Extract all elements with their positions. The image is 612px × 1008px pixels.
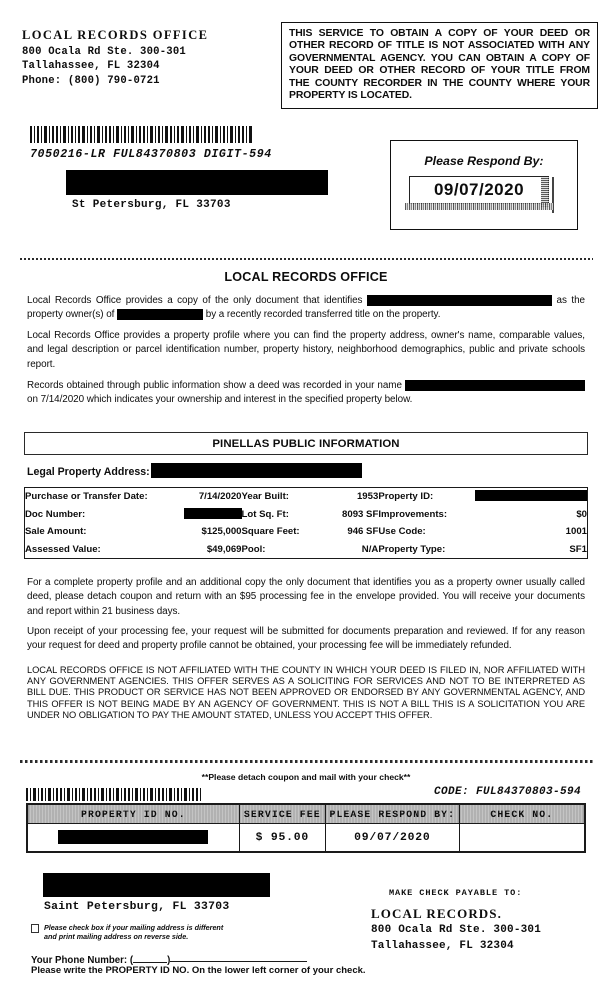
respond-by-date: 09/07/2020 xyxy=(433,180,525,199)
sender-street: 800 Ocala Rd Ste. 300-301 xyxy=(22,45,186,58)
phone-number-line[interactable] xyxy=(31,952,307,966)
legal-property-address-row xyxy=(27,463,362,478)
mailing-address-checkbox-row[interactable] xyxy=(31,923,281,941)
use-code-value: 1001 xyxy=(565,526,587,538)
pinellas-section-header-box xyxy=(24,432,588,455)
assessed-value-label: Assessed Value: xyxy=(25,543,101,555)
property-id-value xyxy=(475,488,587,506)
phone-number-label: Your Phone Number: ( xyxy=(31,955,134,966)
payment-coupon-table xyxy=(26,803,586,853)
coupon-service-fee-cell: $ 95.00 xyxy=(239,824,325,852)
use-code-label: Use Code: xyxy=(378,526,426,538)
letter-paragraph-4: For a complete property profile and an additional copy the only document that identifies you as a property owner usually called deed, please detach coupon and return with an $95 processing fee in the envelope provided. You will receive your documents and report within 21 business days. xyxy=(27,577,585,617)
lot-sqft-value: 8093 SF xyxy=(342,508,379,520)
letter-paragraph-5: Upon receipt of your processing fee, your request will be submitted for documents preparation and reviewed. If for any reason your request for deed and property profile cannot be obtained, your processing fee will be immediately refunded. xyxy=(27,626,585,652)
square-feet-value: 946 SF xyxy=(347,526,379,538)
para3-text-b: on 7/14/2020 which indicates your ownership and interest in the specified property below. xyxy=(27,394,413,406)
coupon-header-property-id: PROPERTY ID NO. xyxy=(28,805,240,824)
coupon-header-check-no: CHECK NO. xyxy=(459,805,584,824)
recipient-name-redaction xyxy=(66,170,328,195)
coupon-code-label: CODE: xyxy=(434,786,470,798)
deed-name-redaction xyxy=(405,380,585,391)
property-type-value: SF1 xyxy=(569,543,587,555)
pool-value: N/A xyxy=(361,543,379,555)
purchase-date-label: Purchase or Transfer Date: xyxy=(25,491,148,503)
mailing-code-line: 7050216-LR FUL84370803 DIGIT-594 xyxy=(30,148,272,161)
lot-sqft-label: Lot Sq. Ft: xyxy=(241,508,289,520)
mailing-checkbox-line-2: and print mailing address on reverse side. xyxy=(44,932,189,941)
coupon-barcode-icon xyxy=(26,788,204,801)
coupon-header-respond-by: PLEASE RESPOND BY: xyxy=(325,805,459,824)
respond-by-box xyxy=(390,140,578,230)
legal-disclaimer-text: LOCAL RECORDS OFFICE IS NOT AFFILIATED WITH THE COUNTY IN WHICH YOUR DEED IS FILED IN, NOR AFFILIATED WITH ANY GOVERNMENT AGENCIES. THIS OFFER SERVES AS A SOLICITING FOR SERVICES AND NOT TO BE INTERPRETED AS BILL DUE. THIS PRODUCT OR SERVICE HAS NOT BEEN APPROVED OR ENDORSED BY ANY GOVERNMENTAL AGENCY, AND THIS OFFER IS NOT BEING MADE BY AN AGENCY OF GOVERNMENT. THIS IS NOT A BILL THIS IS A SOLICITATION YOU ARE UNDER NO OBLIGATION TO PAY THE AMOUNT STATED, UNLESS YOU ACCEPT THIS OFFER. xyxy=(27,665,585,720)
table-row xyxy=(25,541,587,559)
purchase-date-value: 7/14/2020 xyxy=(198,491,242,503)
phone-number-field[interactable] xyxy=(170,952,307,962)
assessed-value-value: $49,069 xyxy=(206,543,242,555)
disclaimer-notice-box xyxy=(281,22,598,109)
coupon-value-row xyxy=(28,824,585,852)
pinellas-section-title: PINELLAS PUBLIC INFORMATION xyxy=(212,438,400,450)
square-feet-label: Square Feet: xyxy=(241,526,300,538)
owner-name-redaction xyxy=(367,295,552,306)
legal-property-address-label: Legal Property Address: xyxy=(27,466,150,478)
phone-area-code-field[interactable] xyxy=(133,953,167,963)
table-row xyxy=(25,506,587,524)
legal-property-address-redaction xyxy=(151,463,362,478)
para1-text-b: as the property owner(s) of xyxy=(27,295,585,321)
property-id-redaction xyxy=(475,490,587,501)
year-built-label: Year Built: xyxy=(241,491,289,503)
para1-text-c: by a recently recorded transferred title on the property. xyxy=(205,309,441,321)
para1-text-a: Local Records Office provides a copy of the only document that identifies xyxy=(27,295,363,306)
coupon-property-id-redaction xyxy=(58,830,208,844)
check-instruction-note: Please write the PROPERTY ID NO. On the lower left corner of your check. xyxy=(31,965,366,976)
top-dotted-separator xyxy=(20,258,593,260)
table-row xyxy=(25,488,587,506)
property-type-label: Property Type: xyxy=(378,543,446,555)
sale-amount-label: Sale Amount: xyxy=(25,526,87,538)
mailing-address-checkbox[interactable] xyxy=(31,924,39,933)
letter-paragraph-3 xyxy=(27,379,585,408)
coupon-check-no-cell[interactable] xyxy=(459,824,584,852)
property-address-redaction-inline xyxy=(117,309,203,320)
coupon-recipient-city: Saint Petersburg, FL 33703 xyxy=(44,901,230,913)
coupon-property-id-cell xyxy=(28,824,240,852)
para3-text-a: Records obtained through public information show a deed was recorded in your name xyxy=(27,380,402,391)
sender-city-state-zip: Tallahassee, FL 32304 xyxy=(22,60,160,72)
respond-by-scan-artifact xyxy=(405,203,553,210)
letter-paragraph-2: Local Records Office provides a property profile where you can find the property address, owner's name, comparable values, and legal description or parcel identification number, property history, neighborhood demographics, public and private schools report. xyxy=(27,330,585,370)
coupon-header-service-fee: SERVICE FEE xyxy=(239,805,325,824)
mailing-checkbox-line-1: Please check box if your mailing address is different xyxy=(44,923,224,932)
coupon-header-row xyxy=(28,805,585,824)
payable-city-state-zip: Tallahassee, FL 32304 xyxy=(371,940,514,952)
payable-address-block xyxy=(371,906,541,954)
doc-number-value xyxy=(168,506,242,524)
property-id-label: Property ID: xyxy=(378,491,434,503)
table-row xyxy=(25,523,587,541)
payable-street: 800 Ocala Rd Ste. 300-301 xyxy=(371,924,542,936)
mailing-barcode-icon xyxy=(30,126,255,143)
coupon-recipient-name-redaction xyxy=(43,873,270,897)
coupon-code-line xyxy=(434,786,581,798)
sender-address-block xyxy=(22,28,208,88)
disclaimer-notice-text: THIS SERVICE TO OBTAIN A COPY OF YOUR DEED OR OTHER RECORD OF TITLE IS NOT ASSOCIATED WITH ANY GOVERNMENTAL AGENCY. YOU CAN OBTAIN A COPY OF YOUR DEED OR OTHER RECORD OF YOUR TITLE FROM THE COUNTY RECORDER IN THE COUNTY WHERE YOUR PROPERTY IS LOCATED. xyxy=(289,28,590,102)
respond-by-value-frame xyxy=(409,176,549,204)
pool-label: Pool: xyxy=(241,543,266,555)
respond-by-label: Please Respond By: xyxy=(424,154,544,168)
payable-org-name: LOCAL RECORDS. xyxy=(371,906,502,921)
sale-amount-value: $125,000 xyxy=(201,526,242,538)
coupon-code-value: FUL84370803-594 xyxy=(476,786,582,798)
sender-org-name: LOCAL RECORDS OFFICE xyxy=(22,28,209,42)
property-information-table xyxy=(24,487,588,559)
improvements-label: Improvements: xyxy=(378,508,448,520)
make-check-payable-label: MAKE CHECK PAYABLE TO: xyxy=(389,888,523,898)
doc-number-label: Doc Number: xyxy=(25,508,86,520)
sender-phone: Phone: (800) 790-0721 xyxy=(22,74,160,87)
year-built-value: 1953 xyxy=(356,491,379,503)
recipient-city-line: St Petersburg, FL 33703 xyxy=(72,199,231,211)
phone-label-close-paren: ) xyxy=(167,955,171,966)
coupon-detach-separator xyxy=(20,760,593,763)
doc-number-redaction xyxy=(184,508,242,519)
letter-paragraph-1 xyxy=(27,294,585,323)
letter-title: LOCAL RECORDS OFFICE xyxy=(224,270,388,284)
coupon-respond-by-cell: 09/07/2020 xyxy=(325,824,459,852)
detach-instruction: **Please detach coupon and mail with your check** xyxy=(201,772,411,782)
improvements-value: $0 xyxy=(576,508,587,520)
